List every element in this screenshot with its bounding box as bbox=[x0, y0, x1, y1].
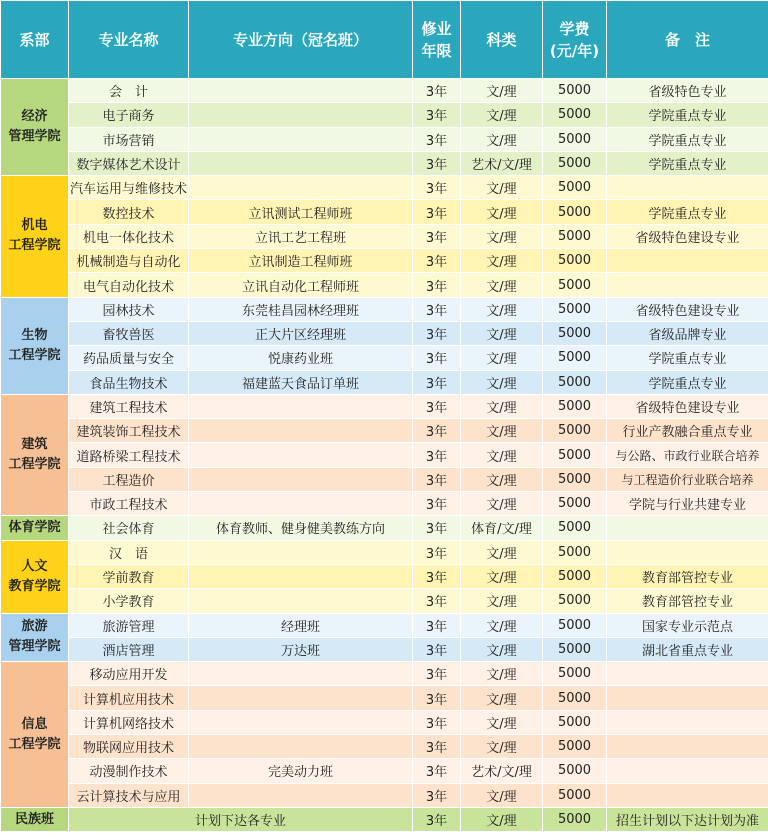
footer-subject: 文/理 bbox=[461, 807, 543, 831]
cell-subject: 体育/文/理 bbox=[461, 516, 543, 540]
cell-major: 机电一体化技术 bbox=[69, 224, 189, 248]
department-name: 建筑 工程学院 bbox=[1, 394, 69, 515]
footer-years: 3年 bbox=[413, 807, 461, 831]
footer-row bbox=[1, 807, 768, 831]
cell-fee: 5000 bbox=[543, 710, 607, 734]
cell-direction: 立讯自动化工程师班 bbox=[189, 273, 413, 297]
cell-note: 行业产教融合重点专业 bbox=[607, 419, 768, 443]
cell-fee: 5000 bbox=[543, 321, 607, 345]
table-row bbox=[1, 662, 768, 686]
cell-years: 3年 bbox=[413, 492, 461, 516]
cell-note: 国家专业示范点 bbox=[607, 613, 768, 637]
cell-years: 3年 bbox=[413, 273, 461, 297]
cell-years: 3年 bbox=[413, 346, 461, 370]
cell-direction bbox=[189, 394, 413, 418]
footer-note: 招生计划以下达计划为准 bbox=[607, 807, 768, 831]
cell-note bbox=[607, 662, 768, 686]
cell-subject: 文/理 bbox=[461, 735, 543, 759]
cell-major: 畜牧兽医 bbox=[69, 321, 189, 345]
cell-subject: 文/理 bbox=[461, 613, 543, 637]
table-row bbox=[1, 103, 768, 127]
cell-note: 省级特色建设专业 bbox=[607, 297, 768, 321]
cell-fee: 5000 bbox=[543, 273, 607, 297]
cell-note bbox=[607, 273, 768, 297]
cell-direction: 经理班 bbox=[189, 613, 413, 637]
cell-major: 电子商务 bbox=[69, 103, 189, 127]
cell-direction bbox=[189, 540, 413, 564]
cell-direction bbox=[189, 443, 413, 467]
cell-years: 3年 bbox=[413, 394, 461, 418]
cell-fee: 5000 bbox=[543, 176, 607, 200]
cell-subject: 文/理 bbox=[461, 297, 543, 321]
cell-subject: 艺术/文/理 bbox=[461, 151, 543, 175]
cell-major: 汉 语 bbox=[69, 540, 189, 564]
cell-years: 3年 bbox=[413, 613, 461, 637]
cell-note: 教育部管控专业 bbox=[607, 589, 768, 613]
cell-subject: 文/理 bbox=[461, 467, 543, 491]
cell-major: 工程造价 bbox=[69, 467, 189, 491]
cell-fee: 5000 bbox=[543, 200, 607, 224]
cell-note: 教育部管控专业 bbox=[607, 564, 768, 588]
cell-major: 学前教育 bbox=[69, 564, 189, 588]
cell-years: 3年 bbox=[413, 419, 461, 443]
cell-major: 市场营销 bbox=[69, 127, 189, 151]
cell-years: 3年 bbox=[413, 103, 461, 127]
cell-subject: 文/理 bbox=[461, 176, 543, 200]
cell-fee: 5000 bbox=[543, 419, 607, 443]
cell-years: 3年 bbox=[413, 200, 461, 224]
department-name: 机电 工程学院 bbox=[1, 176, 69, 297]
cell-major: 动漫制作技术 bbox=[69, 759, 189, 783]
cell-subject: 文/理 bbox=[461, 321, 543, 345]
table-row bbox=[1, 176, 768, 200]
cell-subject: 文/理 bbox=[461, 127, 543, 151]
cell-years: 3年 bbox=[413, 249, 461, 273]
cell-major: 市政工程技术 bbox=[69, 492, 189, 516]
cell-subject: 文/理 bbox=[461, 589, 543, 613]
cell-fee: 5000 bbox=[543, 224, 607, 248]
cell-fee: 5000 bbox=[543, 79, 607, 103]
cell-years: 3年 bbox=[413, 79, 461, 103]
header-subject: 科类 bbox=[461, 1, 543, 79]
cell-note: 学院重点专业 bbox=[607, 370, 768, 394]
cell-years: 3年 bbox=[413, 467, 461, 491]
table-row bbox=[1, 297, 768, 321]
cell-major: 道路桥梁工程技术 bbox=[69, 443, 189, 467]
cell-major: 园林技术 bbox=[69, 297, 189, 321]
cell-note: 省级品牌专业 bbox=[607, 321, 768, 345]
table-row bbox=[1, 79, 768, 103]
table-row bbox=[1, 759, 768, 783]
table-row bbox=[1, 419, 768, 443]
department-name: 生物 工程学院 bbox=[1, 297, 69, 394]
cell-subject: 文/理 bbox=[461, 394, 543, 418]
header-note: 备 注 bbox=[607, 1, 768, 79]
cell-years: 3年 bbox=[413, 735, 461, 759]
cell-subject: 文/理 bbox=[461, 79, 543, 103]
cell-direction bbox=[189, 686, 413, 710]
cell-years: 3年 bbox=[413, 127, 461, 151]
cell-fee: 5000 bbox=[543, 613, 607, 637]
cell-fee: 5000 bbox=[543, 249, 607, 273]
cell-subject: 艺术/文/理 bbox=[461, 759, 543, 783]
cell-direction bbox=[189, 151, 413, 175]
department-name: 信息 工程学院 bbox=[1, 662, 69, 808]
cell-years: 3年 bbox=[413, 151, 461, 175]
cell-major: 机械制造与自动化 bbox=[69, 249, 189, 273]
department-name: 体育学院 bbox=[1, 516, 69, 540]
table-row bbox=[1, 735, 768, 759]
cell-fee: 5000 bbox=[543, 103, 607, 127]
cell-fee: 5000 bbox=[543, 564, 607, 588]
cell-years: 3年 bbox=[413, 564, 461, 588]
cell-subject: 文/理 bbox=[461, 273, 543, 297]
cell-subject: 文/理 bbox=[461, 370, 543, 394]
cell-subject: 文/理 bbox=[461, 564, 543, 588]
cell-direction: 东莞桂昌园林经理班 bbox=[189, 297, 413, 321]
cell-subject: 文/理 bbox=[461, 346, 543, 370]
cell-subject: 文/理 bbox=[461, 662, 543, 686]
cell-years: 3年 bbox=[413, 686, 461, 710]
cell-major: 社会体育 bbox=[69, 516, 189, 540]
cell-fee: 5000 bbox=[543, 394, 607, 418]
cell-fee: 5000 bbox=[543, 467, 607, 491]
header-years: 修业 年限 bbox=[413, 1, 461, 79]
cell-major: 移动应用开发 bbox=[69, 662, 189, 686]
table-row bbox=[1, 492, 768, 516]
table-row bbox=[1, 589, 768, 613]
table-row bbox=[1, 200, 768, 224]
cell-major: 旅游管理 bbox=[69, 613, 189, 637]
footer-dept: 民族班 bbox=[1, 807, 69, 831]
cell-fee: 5000 bbox=[543, 783, 607, 807]
cell-direction bbox=[189, 467, 413, 491]
cell-note: 学院重点专业 bbox=[607, 127, 768, 151]
cell-direction: 立讯测试工程师班 bbox=[189, 200, 413, 224]
header-major: 专业名称 bbox=[69, 1, 189, 79]
cell-subject: 文/理 bbox=[461, 686, 543, 710]
cell-fee: 5000 bbox=[543, 151, 607, 175]
table-row bbox=[1, 394, 768, 418]
cell-years: 3年 bbox=[413, 321, 461, 345]
cell-note: 省级特色建设专业 bbox=[607, 224, 768, 248]
cell-major: 食品生物技术 bbox=[69, 370, 189, 394]
cell-direction: 万达班 bbox=[189, 637, 413, 661]
department-name: 经济 管理学院 bbox=[1, 79, 69, 176]
table-body bbox=[1, 79, 768, 832]
cell-subject: 文/理 bbox=[461, 200, 543, 224]
cell-years: 3年 bbox=[413, 516, 461, 540]
cell-direction bbox=[189, 176, 413, 200]
cell-major: 计算机网络技术 bbox=[69, 710, 189, 734]
cell-note: 省级特色建设专业 bbox=[607, 394, 768, 418]
table-row bbox=[1, 783, 768, 807]
cell-subject: 文/理 bbox=[461, 783, 543, 807]
cell-years: 3年 bbox=[413, 589, 461, 613]
header-fee: 学费 (元/年) bbox=[543, 1, 607, 79]
cell-direction bbox=[189, 419, 413, 443]
cell-note bbox=[607, 686, 768, 710]
cell-note bbox=[607, 249, 768, 273]
cell-years: 3年 bbox=[413, 224, 461, 248]
cell-direction bbox=[189, 662, 413, 686]
cell-major: 酒店管理 bbox=[69, 637, 189, 661]
table-row bbox=[1, 224, 768, 248]
cell-note bbox=[607, 516, 768, 540]
cell-major: 汽车运用与维修技术 bbox=[69, 176, 189, 200]
cell-subject: 文/理 bbox=[461, 443, 543, 467]
cell-subject: 文/理 bbox=[461, 540, 543, 564]
table-row bbox=[1, 443, 768, 467]
cell-years: 3年 bbox=[413, 783, 461, 807]
cell-years: 3年 bbox=[413, 176, 461, 200]
cell-subject: 文/理 bbox=[461, 224, 543, 248]
cell-major: 小学教育 bbox=[69, 589, 189, 613]
cell-major: 计算机应用技术 bbox=[69, 686, 189, 710]
cell-direction bbox=[189, 127, 413, 151]
cell-note bbox=[607, 710, 768, 734]
cell-major: 电气自动化技术 bbox=[69, 273, 189, 297]
table-row bbox=[1, 370, 768, 394]
cell-direction: 悦康药业班 bbox=[189, 346, 413, 370]
cell-direction: 立讯工艺工程班 bbox=[189, 224, 413, 248]
table-row bbox=[1, 564, 768, 588]
cell-fee: 5000 bbox=[543, 735, 607, 759]
table-row bbox=[1, 249, 768, 273]
table-row bbox=[1, 686, 768, 710]
cell-fee: 5000 bbox=[543, 686, 607, 710]
cell-note bbox=[607, 735, 768, 759]
cell-fee: 5000 bbox=[543, 443, 607, 467]
cell-note: 学院重点专业 bbox=[607, 151, 768, 175]
header-row bbox=[1, 1, 768, 79]
cell-years: 3年 bbox=[413, 370, 461, 394]
cell-direction bbox=[189, 103, 413, 127]
cell-major: 云计算技术与应用 bbox=[69, 783, 189, 807]
cell-fee: 5000 bbox=[543, 297, 607, 321]
table-row bbox=[1, 127, 768, 151]
cell-fee: 5000 bbox=[543, 637, 607, 661]
cell-fee: 5000 bbox=[543, 492, 607, 516]
cell-direction: 正大片区经理班 bbox=[189, 321, 413, 345]
cell-subject: 文/理 bbox=[461, 419, 543, 443]
table-row bbox=[1, 540, 768, 564]
cell-subject: 文/理 bbox=[461, 637, 543, 661]
cell-note: 与工程造价行业联合培养 bbox=[607, 467, 768, 491]
cell-note: 与公路、市政行业联合培养 bbox=[607, 443, 768, 467]
cell-direction bbox=[189, 564, 413, 588]
table-row bbox=[1, 710, 768, 734]
header-dept: 系部 bbox=[1, 1, 69, 79]
table-row bbox=[1, 516, 768, 540]
cell-fee: 5000 bbox=[543, 370, 607, 394]
cell-major: 数字媒体艺术设计 bbox=[69, 151, 189, 175]
cell-direction bbox=[189, 710, 413, 734]
cell-fee: 5000 bbox=[543, 346, 607, 370]
cell-major: 建筑工程技术 bbox=[69, 394, 189, 418]
cell-direction bbox=[189, 735, 413, 759]
cell-years: 3年 bbox=[413, 710, 461, 734]
cell-direction: 立讯制造工程师班 bbox=[189, 249, 413, 273]
cell-major: 建筑装饰工程技术 bbox=[69, 419, 189, 443]
cell-subject: 文/理 bbox=[461, 103, 543, 127]
cell-subject: 文/理 bbox=[461, 710, 543, 734]
cell-subject: 文/理 bbox=[461, 492, 543, 516]
cell-years: 3年 bbox=[413, 662, 461, 686]
cell-note bbox=[607, 783, 768, 807]
cell-fee: 5000 bbox=[543, 540, 607, 564]
table-row bbox=[1, 346, 768, 370]
cell-major: 会 计 bbox=[69, 79, 189, 103]
cell-major: 数控技术 bbox=[69, 200, 189, 224]
cell-note: 学院重点专业 bbox=[607, 200, 768, 224]
cell-direction bbox=[189, 492, 413, 516]
cell-direction bbox=[189, 589, 413, 613]
cell-note: 学院重点专业 bbox=[607, 103, 768, 127]
cell-years: 3年 bbox=[413, 759, 461, 783]
cell-note: 湖北省重点专业 bbox=[607, 637, 768, 661]
department-name: 旅游 管理学院 bbox=[1, 613, 69, 662]
cell-note: 省级特色专业 bbox=[607, 79, 768, 103]
cell-note: 学院重点专业 bbox=[607, 346, 768, 370]
department-name: 人文 教育学院 bbox=[1, 540, 69, 613]
cell-note bbox=[607, 759, 768, 783]
cell-direction: 体育教师、健身健美教练方向 bbox=[189, 516, 413, 540]
table-row bbox=[1, 321, 768, 345]
cell-direction bbox=[189, 79, 413, 103]
cell-note: 学院与行业共建专业 bbox=[607, 492, 768, 516]
cell-direction bbox=[189, 783, 413, 807]
cell-note bbox=[607, 540, 768, 564]
header-direction: 专业方向（冠名班） bbox=[189, 1, 413, 79]
cell-note bbox=[607, 176, 768, 200]
cell-years: 3年 bbox=[413, 540, 461, 564]
cell-fee: 5000 bbox=[543, 662, 607, 686]
cell-direction: 完美动力班 bbox=[189, 759, 413, 783]
table-row bbox=[1, 613, 768, 637]
footer-plan: 计划下达各专业 bbox=[69, 807, 413, 831]
footer-fee: 5000 bbox=[543, 807, 607, 831]
cell-subject: 文/理 bbox=[461, 249, 543, 273]
table-row bbox=[1, 273, 768, 297]
cell-years: 3年 bbox=[413, 297, 461, 321]
table-row bbox=[1, 467, 768, 491]
cell-major: 药品质量与安全 bbox=[69, 346, 189, 370]
cell-fee: 5000 bbox=[543, 589, 607, 613]
cell-major: 物联网应用技术 bbox=[69, 735, 189, 759]
cell-years: 3年 bbox=[413, 637, 461, 661]
table-row bbox=[1, 151, 768, 175]
cell-fee: 5000 bbox=[543, 127, 607, 151]
table-row bbox=[1, 637, 768, 661]
cell-fee: 5000 bbox=[543, 516, 607, 540]
cell-direction: 福建蓝天食品订单班 bbox=[189, 370, 413, 394]
cell-fee: 5000 bbox=[543, 759, 607, 783]
cell-years: 3年 bbox=[413, 443, 461, 467]
